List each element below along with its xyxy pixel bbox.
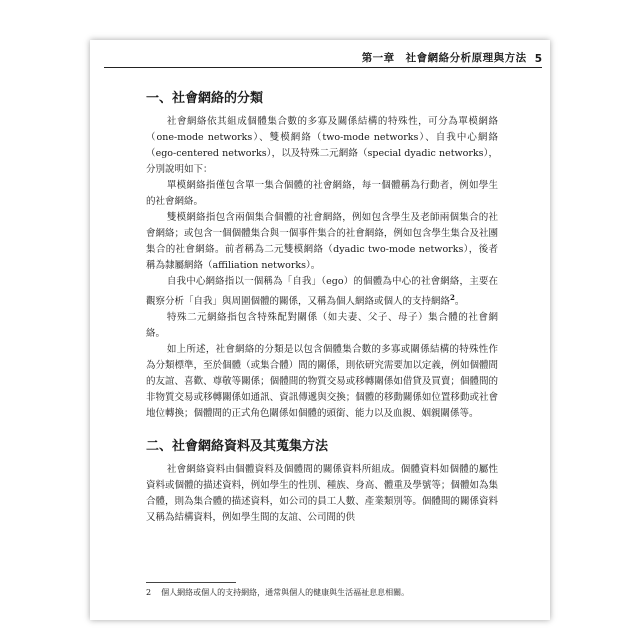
- running-header: [90, 45, 550, 67]
- paragraph: 自我中心網絡指以一個稱為「自我」（ego）的個體為中心的社會網絡，主要在觀察分析「自我」與周圍個體的關係，又稱為個人網絡或個人的支持網絡$^2$。: [146, 276, 498, 308]
- paragraph: 如上所述，社會網絡的分類是以包含個體集合數的多寡或關係結構的特殊性作為分類標準，至於個體（或集合體）間的關係，則依研究需要加以定義，例如個體間的友誼、喜歡、尊敬等關係；個體間的物質交易或移轉關係如借貸及買賣；個體間的非物質交易或移轉關係如通訊、資訊傳遞與交換；個體的移動關係如位置移動或社會地位轉換；個體間的正式角色關係如個體的頭銜、能力以及血親、姻親關係等。: [146, 344, 498, 420]
- footnote-text: 個人網絡或個人的支持網絡，通常與個人的健康與生活福祉息息相關。: [161, 588, 410, 597]
- footnote-rule: [146, 582, 236, 583]
- paragraph: 單模網絡指僅包含單一集合個體的社會網絡，每一個體稱為行動者，例如學生的社會網絡。: [146, 180, 498, 207]
- paragraph: 特殊二元網絡指包含特殊配對關係（如夫妻、父子、母子）集合體的社會網絡。: [146, 312, 498, 340]
- page-body: [146, 88, 498, 526]
- section-title: 一、社會網絡的分類: [146, 91, 264, 106]
- paragraph-text: 自我中心網絡指以一個稱為「自我」（ego）的個體為中心的社會網絡，主要在觀察分析「自我」與周圍個體的關係，又稱為個人網絡或個人的支持網絡: [146, 276, 498, 308]
- header-rule: [104, 67, 542, 68]
- page-number: 5: [534, 53, 542, 65]
- footnote-reference: 2: [450, 293, 455, 302]
- section-title: 二、社會網絡資料及其蒐集方法: [146, 439, 329, 455]
- footnote-number: 2: [146, 588, 152, 597]
- book-page: [90, 40, 550, 620]
- paragraph: 雙模網絡指包含兩個集合個體的社會網絡，例如包含學生及老師兩個集合的社會網絡；或包含一個個體集合與一個事件集合的社會網絡，例如包含學生集合及社團集合的社會網絡。前者稱為二元雙模網絡（dyadic two-mode networks），後者稱為隸屬網絡（affiliation networks）。: [146, 212, 498, 271]
- footnote: [146, 587, 498, 599]
- paragraph: 社會網絡資料由個體資料及個體間的關係資料所組成。個體資料如個體的屬性資料或個體的描述資料，例如學生的性別、種族、身高、體重及學號等；個體如為集合體，則為集合體的描述資料，如公司的員工人數、產業類別等。個體間的關係資料又稱為結構資料，例如學生間的友誼、公司間的供: [146, 464, 498, 524]
- chapter-title: 第一章 社會網絡分析原理與方法: [361, 52, 527, 64]
- paragraph: 社會網絡依其組成個體集合數的多寡及關係結構的特殊性，可分為單模網絡（one-mode networks）、雙模網絡（two-mode networks）、自我中心網絡（ego-centered networks），以及特殊二元網絡（special dyadic networks），分別說明如下：: [146, 116, 498, 175]
